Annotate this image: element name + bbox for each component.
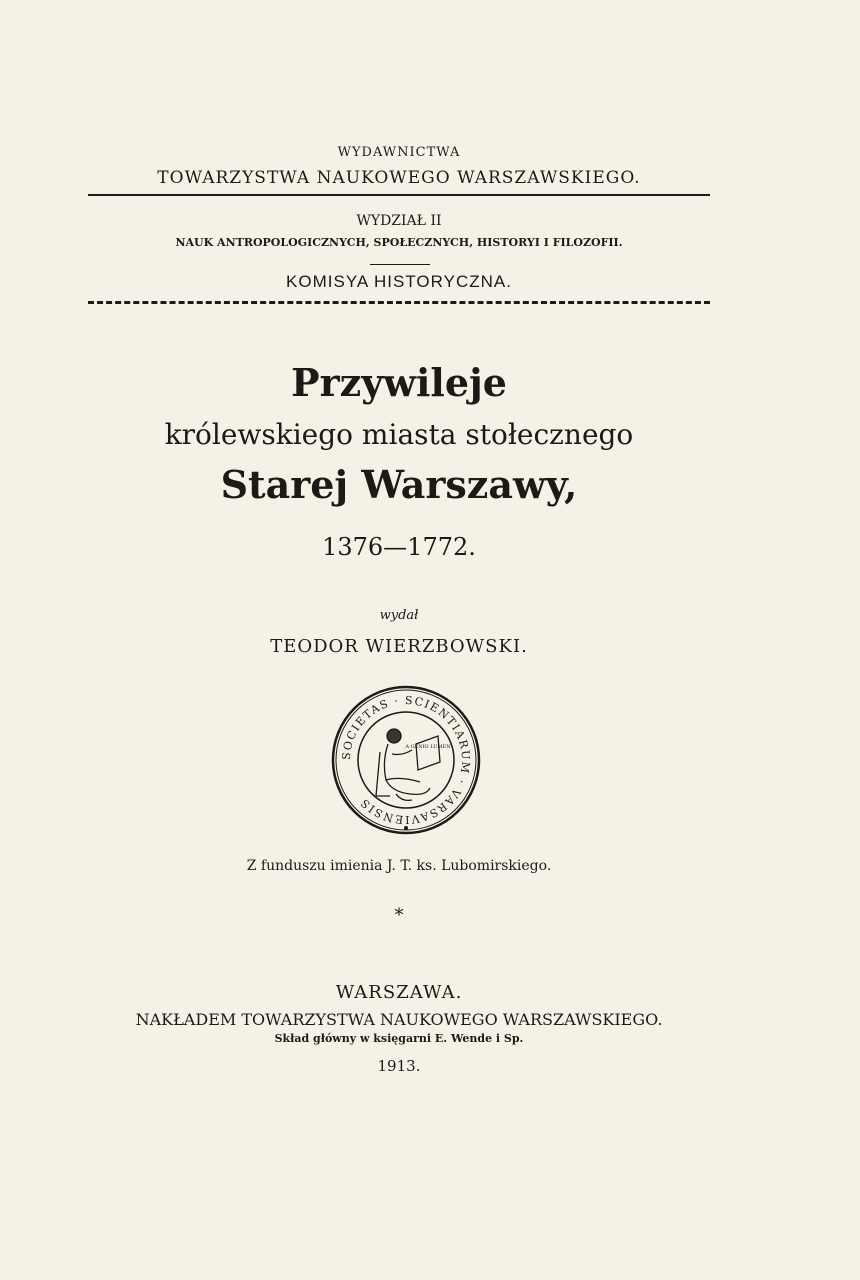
title-city [88,462,710,507]
society-seal-icon [330,684,482,836]
fund-note [88,858,710,874]
imprint-store-text: Skład główny w księgarni E. Wende i Sp. [274,1032,524,1045]
title-main-text: Przywileje [291,360,507,405]
department [88,213,710,229]
imprint-year [88,1057,710,1075]
seal-motto: A GENIO LUMEN [405,744,451,750]
department-subtitle [88,236,710,249]
department-line: WYDZIAŁ II [356,213,442,229]
department-subtitle-line: NAUK ANTROPOLOGICZNYCH, SPOŁECZNYCH, HISTORYI I FILOZOFII. [175,236,623,249]
imprint-city [88,982,710,1003]
dashed-rule [88,301,710,304]
publisher-series-label [88,145,710,160]
title-city-text: Starej Warszawy, [220,462,578,507]
society-name [88,168,710,188]
editor-name-text: TEODOR WIERZBOWSKI. [270,636,528,657]
editor-label [88,608,710,623]
editor-label-text: wydał [379,608,419,623]
imprint-year-text: 1913. [377,1057,421,1075]
svg-text:SOCIETAS · SCIENTIARUM · VARSA [340,694,472,826]
commission-line: KOMISYA HISTORYCZNA. [286,272,512,291]
title-sub-text: królewskiego miasta stołecznego [164,418,634,451]
seal-ring-text: SOCIETAS · SCIENTIARUM · VARSAVIENSIS [339,693,473,827]
series-line: WYDAWNICTWA [337,145,461,160]
editor-name [88,636,710,657]
title-years [88,533,710,561]
imprint-publisher-text: NAKŁADEM TOWARZYSTWA NAUKOWEGO WARSZAWSKIEGO. [135,1010,663,1029]
title-main [88,360,710,405]
title-sub [88,418,710,451]
header-rule [88,194,710,196]
imprint-store [88,1032,710,1045]
imprint-city-text: WARSZAWA. [335,982,463,1003]
fund-note-text: Z funduszu imienia J. T. ks. Lubomirskiego. [246,858,552,874]
society-line: TOWARZYSTWA NAUKOWEGO WARSZAWSKIEGO. [157,168,641,188]
ornament-asterisk [88,905,710,926]
asterisk-icon: * [394,905,404,926]
commission [88,272,710,292]
imprint-publisher [88,1010,710,1029]
title-years-text: 1376—1772. [322,533,476,561]
short-rule [370,264,430,265]
